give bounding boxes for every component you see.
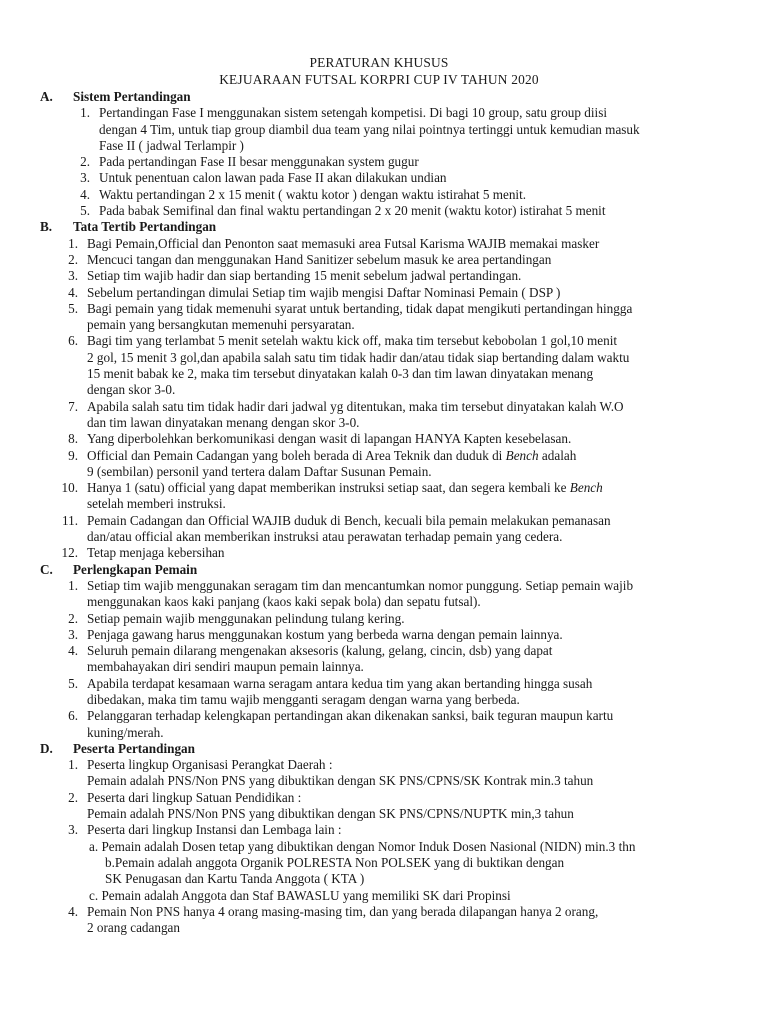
item-line: Setiap pemain wajib menggunakan pelindung tulang kering. <box>87 610 405 626</box>
section-b <box>40 219 718 561</box>
item-number: 8. <box>68 431 78 447</box>
title-line-1: PERATURAN KHUSUS <box>309 55 449 70</box>
item-number: 11. <box>62 512 78 528</box>
list-item <box>40 399 718 432</box>
list-item <box>40 236 718 252</box>
sub-item-b: b.Pemain adalah anggota Organik POLRESTA Non POLSEK yang di buktikan dengan <box>105 854 565 870</box>
item-number: 1. <box>80 105 90 121</box>
item-line: Hanya 1 (satu) official yang dapat memberikan instruksi setiap saat, dan segera kembali ke Bench <box>87 480 603 496</box>
item-line: dan tim lawan dinyatakan menang dengan skor 3-0. <box>87 414 360 430</box>
item-number: 5. <box>68 300 78 316</box>
sub-item-b-cont: SK Penugasan dan Kartu Tanda Anggota ( KTA ) <box>105 871 365 887</box>
list-item <box>40 676 718 709</box>
item-line: Waktu pertandingan 2 x 15 menit ( waktu kotor ) dengan waktu istirahat 5 menit. <box>99 186 527 202</box>
item-line: Sebelum pertandingan dimulai Setiap tim wajib mengisi Daftar Nominasi Pemain ( DSP ) <box>87 284 561 300</box>
list-item <box>40 822 718 903</box>
item-line: Pertandingan Fase I menggunakan sistem setengah kompetisi. Di bagi 10 group, satu group diisi <box>99 105 608 121</box>
item-number: 3. <box>68 822 78 838</box>
item-line: 2 orang cadangan <box>87 920 181 936</box>
list-item <box>40 513 718 546</box>
title-line-2: KEJUARAAN FUTSAL KORPRI CUP IV TAHUN 2020 <box>219 71 539 87</box>
section-title: Tata Tertib Pertandingan <box>73 219 217 235</box>
list-item <box>40 708 718 741</box>
sub-item-a: a. Pemain adalah Dosen tetap yang dibuktikan dengan Nomor Induk Dosen Nasional (NIDN) min.3 thn <box>89 838 636 854</box>
item-number: 4. <box>68 284 78 300</box>
section-title: Perlengkapan Pemain <box>73 561 198 577</box>
item-line: Setiap tim wajib hadir dan siap bertanding 15 menit sebelum jadwal pertandingan. <box>87 268 522 284</box>
item-line: Penjaga gawang harus menggunakan kostum yang berbeda warna dengan pemain lainnya. <box>87 626 563 642</box>
item-line: Pemain adalah PNS/Non PNS yang dibuktikan dengan SK PNS/CPNS/SK Kontrak min.3 tahun <box>87 773 594 789</box>
item-line: Setiap tim wajib menggunakan seragam tim dan mencantumkan nomor punggung. Setiap pemain wajib <box>87 577 634 593</box>
section-list <box>40 578 718 741</box>
section-heading <box>40 562 718 578</box>
list-item <box>40 904 718 937</box>
item-line: Yang diperbolehkan berkomunikasi dengan wasit di lapangan HANYA Kapten kesebelasan. <box>87 431 572 447</box>
item-line: Seluruh pemain dilarang mengenakan aksesoris (kalung, gelang, cincin, dsb) yang dapat <box>87 643 553 659</box>
item-number: 5. <box>80 203 90 219</box>
item-line: Peserta dari lingkup Satuan Pendidikan : <box>87 789 302 805</box>
item-line: dan/atau official akan memberikan instruksi atau perawatan terhadap pemain yang cedera. <box>87 529 563 545</box>
item-number: 1. <box>68 757 78 773</box>
section-heading <box>40 219 718 235</box>
item-number: 1. <box>68 235 78 251</box>
list-item <box>40 757 718 790</box>
section-letter: D. <box>40 740 53 756</box>
item-line: 2 gol, 15 menit 3 gol,dan apabila salah satu tim tidak hadir dan/atau tidak siap bertanding dalam waktu <box>87 349 630 365</box>
item-line: kuning/merah. <box>87 724 164 740</box>
item-line: Bagi pemain yang tidak memenuhi syarat untuk bertanding, tidak dapat mengikuti pertandingan hingga <box>87 300 633 316</box>
item-number: 3. <box>68 626 78 642</box>
list-item <box>40 154 718 170</box>
item-line: Fase II ( jadwal Terlampir ) <box>99 137 244 153</box>
item-line: membahayakan diri sendiri maupun pemain lainnya. <box>87 659 364 675</box>
item-number: 1. <box>68 577 78 593</box>
list-item <box>40 431 718 447</box>
item-number: 3. <box>80 170 90 186</box>
section-letter: A. <box>40 89 53 104</box>
list-item <box>40 333 718 398</box>
item-number: 2. <box>80 154 90 170</box>
section-d <box>40 741 718 937</box>
section-title: Sistem Pertandingan <box>73 89 191 104</box>
item-line: Tetap menjaga kebersihan <box>87 545 225 561</box>
item-line: dibedakan, maka tim tamu wajib mengganti seragam dengan warna yang berbeda. <box>87 691 520 707</box>
list-item <box>40 611 718 627</box>
item-line: Pemain Non PNS hanya 4 orang masing-masing tim, dan yang berada dilapangan hanya 2 orang, <box>87 903 599 919</box>
section-list <box>40 757 718 936</box>
item-number: 2. <box>68 789 78 805</box>
item-number: 4. <box>68 903 78 919</box>
item-line: Pelanggaran terhadap kelengkapan pertandingan akan dikenakan sanksi, baik teguran maupun kartu <box>87 708 614 724</box>
item-number: 3. <box>68 268 78 284</box>
item-number: 7. <box>68 398 78 414</box>
item-number: 6. <box>68 708 78 724</box>
list-item <box>40 301 718 334</box>
item-number: 2. <box>68 610 78 626</box>
item-line: dengan 4 Tim, untuk tiap group diambil dua team yang nilai pointnya tertinggi untuk kemudian masuk <box>99 121 640 137</box>
item-number: 4. <box>68 643 78 659</box>
list-item <box>40 203 718 219</box>
list-item <box>40 285 718 301</box>
section-heading <box>40 741 718 757</box>
item-line: Bagi Pemain,Official dan Penonton saat memasuki area Futsal Karisma WAJIB memakai masker <box>87 235 600 251</box>
item-number: 4. <box>80 186 90 202</box>
list-item <box>40 187 718 203</box>
item-number: 10. <box>61 480 78 496</box>
item-line: Pada babak Semifinal dan final waktu pertandingan 2 x 20 menit (waktu kotor) istirahat 5 menit <box>99 203 606 219</box>
list-item <box>40 448 718 481</box>
item-line: 15 menit babak ke 2, maka tim tersebut dinyatakan kalah 0-3 dan tim lawan dinyatakan menang <box>87 366 594 382</box>
item-line: Pemain adalah PNS/Non PNS yang dibuktikan dengan SK PNS/CPNS/NUPTK min,3 tahun <box>87 806 574 822</box>
section-title: Peserta Pertandingan <box>73 740 195 756</box>
list-item <box>40 480 718 513</box>
list-item <box>40 170 718 186</box>
item-line: Mencuci tangan dan menggunakan Hand Sanitizer sebelum masuk ke area pertandingan <box>87 251 552 267</box>
item-line: Bagi tim yang terlambat 5 menit setelah waktu kick off, maka tim tersebut kebobolan 1 gol,10 menit <box>87 333 618 349</box>
list-item <box>40 252 718 268</box>
list-item <box>40 627 718 643</box>
item-line: Peserta dari lingkup Instansi dan Lembaga lain : <box>87 822 342 838</box>
item-line: 9 (sembilan) personil yand tertera dalam Daftar Susunan Pemain. <box>87 463 432 479</box>
section-c <box>40 562 718 741</box>
sub-item-c: c. Pemain adalah Anggota dan Staf BAWASLU yang memiliki SK dari Propinsi <box>89 887 511 903</box>
item-line: setelah memberi instruksi. <box>87 496 226 512</box>
item-number: 2. <box>68 251 78 267</box>
item-line: pemain yang bersangkutan memenuhi persyaratan. <box>87 317 355 333</box>
item-line: Pemain Cadangan dan Official WAJIB duduk di Bench, kecuali bila pemain melakukan pemanasan <box>87 512 611 528</box>
item-line: Apabila salah satu tim tidak hadir dari jadwal yg ditentukan, maka tim tersebut dinyatakan kalah W.O <box>87 398 624 414</box>
item-number: 5. <box>68 675 78 691</box>
item-number: 12. <box>61 545 78 561</box>
item-line: Apabila terdapat kesamaan warna seragam antara kedua tim yang akan bertanding hingga susah <box>87 675 593 691</box>
list-item <box>40 790 718 823</box>
section-list <box>40 236 718 562</box>
item-line: Untuk penentuan calon lawan pada Fase II akan dilakukan undian <box>99 170 447 186</box>
item-number: 9. <box>68 447 78 463</box>
item-line: Official dan Pemain Cadangan yang boleh berada di Area Teknik dan duduk di Bench adalah <box>87 447 577 463</box>
item-line: Peserta lingkup Organisasi Perangkat Daerah : <box>87 757 333 773</box>
section-a <box>40 89 718 219</box>
list-item <box>40 105 718 154</box>
item-number: 6. <box>68 333 78 349</box>
section-letter: B. <box>40 219 53 235</box>
item-line: Pada pertandingan Fase II besar menggunakan system gugur <box>99 154 419 170</box>
list-item <box>40 545 718 561</box>
item-line: dengan skor 3-0. <box>87 382 176 398</box>
list-item <box>40 268 718 284</box>
section-letter: C. <box>40 561 53 577</box>
section-heading <box>40 89 718 105</box>
section-list <box>40 105 718 219</box>
item-line: menggunakan kaos kaki panjang (kaos kaki sepak bola) dan sepatu futsal). <box>87 594 481 610</box>
list-item <box>40 643 718 676</box>
list-item <box>40 578 718 611</box>
document-title <box>40 55 718 88</box>
